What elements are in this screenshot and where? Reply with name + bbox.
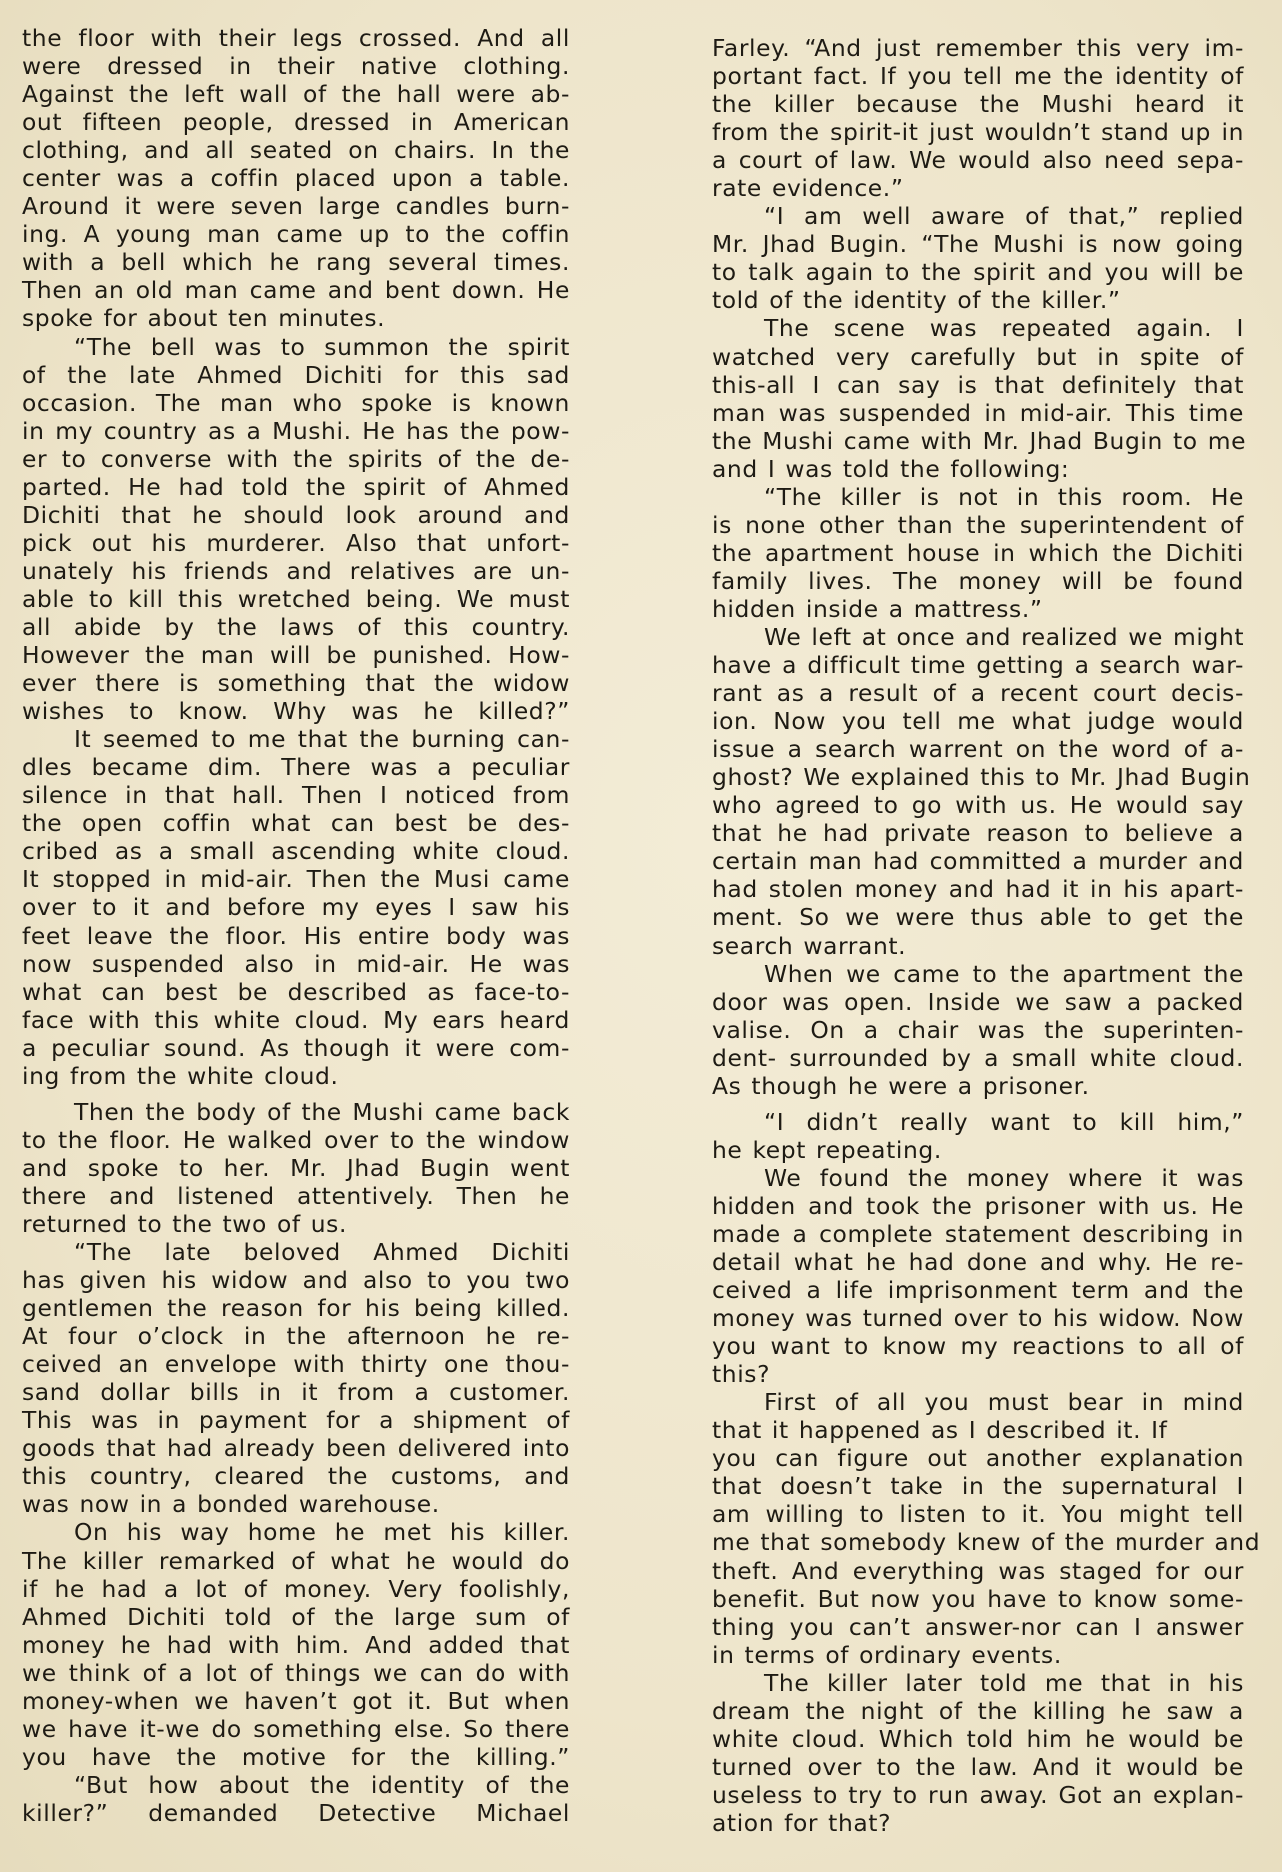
text-line: We left at once and realized we might xyxy=(764,622,1245,651)
text-line: in terms of ordinary events. xyxy=(712,1640,1062,1669)
text-line: family lives. The money will be found xyxy=(712,566,1244,595)
text-line: Then the body of the Mushi came back xyxy=(74,1097,570,1126)
text-line: face with this white cloud. My ears heard xyxy=(22,1005,570,1034)
text-line: “The bell was to summon the spirit xyxy=(74,332,570,361)
text-line: in my country as a Mushi. He has the pow- xyxy=(22,416,570,445)
text-line: We found the money where it was xyxy=(764,1163,1244,1192)
text-line: that he had private reason to believe a xyxy=(712,819,1244,848)
text-line: what can best be described as face-to- xyxy=(22,977,570,1006)
text-line: to talk again to the spirit and you will be xyxy=(712,258,1244,287)
text-line: search warrant. xyxy=(712,931,907,960)
text-line: Farley. “And just remember this very im- xyxy=(712,34,1244,62)
text-line: valise. On a chair was the superinten- xyxy=(712,1015,1244,1044)
text-line: Ahmed Dichiti told of the large sum of xyxy=(22,1602,570,1631)
text-line: Then an old man came and bent down. He xyxy=(22,276,570,305)
text-line: issue a search warrent on the word of a- xyxy=(712,735,1244,764)
text-line: if he had a lot of money. Very foolishly, xyxy=(22,1574,570,1603)
text-line: ion. Now you tell me what judge would xyxy=(712,707,1244,736)
text-line: It stopped in mid-air. Then the Musi came xyxy=(22,865,570,894)
text-line: dream the night of the killing he saw a xyxy=(712,1696,1244,1725)
text-line: The killer remarked of what he would do xyxy=(22,1546,570,1575)
text-line: hidden inside a mattress.” xyxy=(712,594,1043,623)
text-line: made a complete statement describing in xyxy=(712,1219,1244,1248)
text-line: this country, cleared the customs, and xyxy=(22,1462,570,1491)
text-line: this-all I can say is that definitely that xyxy=(712,370,1244,399)
text-line: was now in a bonded warehouse. xyxy=(22,1490,440,1519)
text-line: have a difficult time getting a search war- xyxy=(712,651,1244,680)
text-line: the floor with their legs crossed. And all xyxy=(22,24,570,52)
text-line: However the man will be punished. How- xyxy=(22,641,570,670)
text-line: ation for that? xyxy=(712,1808,892,1837)
text-line: benefit. But now you have to know some- xyxy=(712,1584,1244,1613)
text-line: certain man had committed a murder and xyxy=(712,847,1244,876)
text-line: me that somebody knew of the murder and xyxy=(712,1528,1261,1557)
text-line: with a bell which he rang several times. xyxy=(22,248,570,277)
text-line: First of all you must bear in mind xyxy=(764,1388,1244,1417)
text-line: This was in payment for a shipment of xyxy=(22,1406,570,1435)
left-column xyxy=(22,24,570,1827)
text-line: sand dollar bills in it from a customer. xyxy=(22,1378,570,1407)
text-line: ment. So we were thus able to get the xyxy=(712,903,1244,932)
text-line: we think of a lot of things we can do with xyxy=(22,1658,570,1687)
text-line: am willing to listen to it. You might tell xyxy=(712,1500,1244,1529)
text-line: able to kill this wretched being. We must xyxy=(22,584,570,613)
text-line: “But how about the identity of the xyxy=(74,1770,570,1799)
text-line: center was a coffin placed upon a table. xyxy=(22,164,570,193)
text-line: money he had with him. And added that xyxy=(22,1630,570,1659)
text-line: of the late Ahmed Dichiti for this sad xyxy=(22,360,570,389)
text-line: “The killer is not in this room. He xyxy=(764,482,1244,511)
text-line: spoke for about ten minutes. xyxy=(22,304,386,333)
paragraph-gap xyxy=(22,1090,570,1098)
text-line: there and listened attentively. Then he xyxy=(22,1181,570,1210)
text-line: the killer because the Mushi heard it xyxy=(712,90,1244,119)
text-line: rant as a result of a recent court decis- xyxy=(712,679,1244,708)
paragraph-gap xyxy=(712,1100,1244,1108)
text-line: has given his widow and also to you two xyxy=(22,1266,570,1295)
text-line: a court of law. We would also need sepa- xyxy=(712,146,1244,175)
text-line: It seemed to me that the burning can- xyxy=(74,725,570,754)
text-line: clothing, and all seated on chairs. In the xyxy=(22,136,570,165)
text-line: thing you can’t answer-nor can I answer xyxy=(712,1612,1244,1641)
text-line: white cloud. Which told him he would be xyxy=(712,1724,1244,1753)
text-line: wishes to know. Why was he killed?” xyxy=(22,697,570,726)
text-line: man was suspended in mid-air. This time xyxy=(712,398,1244,427)
text-line: Mr. Jhad Bugin. “The Mushi is now going xyxy=(712,230,1244,259)
text-line: the Mushi came with Mr. Jhad Bugin to me xyxy=(712,426,1247,455)
text-line: we have it-we do something else. So there xyxy=(22,1714,570,1743)
text-line: money was turned over to his widow. Now xyxy=(712,1304,1244,1333)
text-line: er to converse with the spirits of the de- xyxy=(22,444,570,473)
text-line: from the spirit-it just wouldn’t stand up in xyxy=(712,118,1244,147)
text-line: portant fact. If you tell me the identity of xyxy=(712,62,1244,91)
text-line: and spoke to her. Mr. Jhad Bugin went xyxy=(22,1153,570,1182)
text-line: goods that had already been delivered into xyxy=(22,1434,570,1463)
text-line: now suspended also in mid-air. He was xyxy=(22,949,570,978)
text-line: “I am well aware of that,” replied xyxy=(764,202,1244,231)
text-line: “The late beloved Ahmed Dichiti xyxy=(74,1238,570,1267)
text-line: theft. And everything was staged for our xyxy=(712,1556,1244,1585)
text-line: door was open. Inside we saw a packed xyxy=(712,987,1244,1016)
text-line: turned over to the law. And it would be xyxy=(712,1752,1244,1781)
text-line: ing. A young man came up to the coffin xyxy=(22,220,570,249)
text-line: occasion. The man who spoke is known xyxy=(22,388,570,417)
text-line: all abide by the laws of this country. xyxy=(22,612,570,641)
text-line: this? xyxy=(712,1360,771,1389)
text-line: over to it and before my eyes I saw his xyxy=(22,893,570,922)
text-line: ceived an envelope with thirty one thou- xyxy=(22,1350,570,1379)
text-line: that doesn’t take in the supernatural I xyxy=(712,1472,1244,1501)
text-line: Dichiti that he should look around and xyxy=(22,500,570,529)
text-line: parted. He had told the spirit of Ahmed xyxy=(22,472,570,501)
text-line: you want to know my reactions to all of xyxy=(712,1332,1244,1361)
text-line: dles became dim. There was a peculiar xyxy=(22,753,570,782)
text-line: the open coffin what can best be des- xyxy=(22,809,570,838)
text-line: “I didn’t really want to kill him,” xyxy=(764,1107,1244,1136)
text-line: ever there is something that the widow xyxy=(22,669,570,698)
text-line: out fifteen people, dressed in American xyxy=(22,108,570,137)
text-line: unately his friends and relatives are un- xyxy=(22,556,570,585)
text-line: ghost? We explained this to Mr. Jhad Bugin xyxy=(712,763,1251,792)
text-line: ceived a life imprisonment term and the xyxy=(712,1276,1244,1305)
text-line: Against the left wall of the hall were ab- xyxy=(22,80,570,109)
text-line: hidden and took the prisoner with us. He xyxy=(712,1191,1244,1220)
text-line: money-when we haven’t got it. But when xyxy=(22,1686,570,1715)
text-line: that it happened as I described it. If xyxy=(712,1416,1168,1445)
text-line: silence in that hall. Then I noticed from xyxy=(22,781,570,810)
text-line: cribed as a small ascending white cloud. xyxy=(22,837,570,866)
text-line: detail what he had done and why. He re- xyxy=(712,1248,1244,1277)
text-line: who agreed to go with us. He would say xyxy=(712,791,1244,820)
text-line: The scene was repeated again. I xyxy=(764,314,1244,343)
text-line: killer?” demanded Detective Michael xyxy=(22,1798,570,1827)
text-line: is none other than the superintendent of xyxy=(712,510,1244,539)
text-line: rate evidence.” xyxy=(712,174,904,203)
text-line: On his way home he met his killer. xyxy=(74,1518,570,1547)
text-line: pick out his murderer. Also that unfort- xyxy=(22,528,570,557)
text-line: useless to try to run away. Got an explan- xyxy=(712,1780,1244,1809)
text-line: gentlemen the reason for his being killed. xyxy=(22,1294,570,1323)
text-line: you have the motive for the killing.” xyxy=(22,1742,570,1771)
text-line: The killer later told me that in his xyxy=(764,1668,1244,1697)
text-line: were dressed in their native clothing. xyxy=(22,52,570,81)
text-line: a peculiar sound. As though it were com- xyxy=(22,1033,570,1062)
text-line: he kept repeating. xyxy=(712,1135,942,1164)
text-line: and I was told the following: xyxy=(712,454,1070,483)
text-line: At four o’clock in the afternoon he re- xyxy=(22,1322,570,1351)
text-line: the apartment house in which the Dichiti xyxy=(712,538,1244,567)
text-line: feet leave the floor. His entire body was xyxy=(22,921,570,950)
text-line: When we came to the apartment the xyxy=(764,959,1244,988)
text-line: told of the identity of the killer.” xyxy=(712,286,1121,315)
text-line: dent- surrounded by a small white cloud. xyxy=(712,1043,1244,1072)
text-line: had stolen money and had it in his apart- xyxy=(712,875,1244,904)
text-line: Around it were seven large candles burn- xyxy=(22,192,570,221)
text-line: watched very carefully but in spite of xyxy=(712,342,1244,371)
text-line: returned to the two of us. xyxy=(22,1209,348,1238)
text-line: to the floor. He walked over to the window xyxy=(22,1125,570,1154)
text-line: ing from the white cloud. xyxy=(22,1061,339,1090)
text-line: you can figure out another explanation xyxy=(712,1444,1244,1473)
text-line: As though he were a prisoner. xyxy=(712,1071,1090,1100)
right-column xyxy=(712,34,1261,1837)
